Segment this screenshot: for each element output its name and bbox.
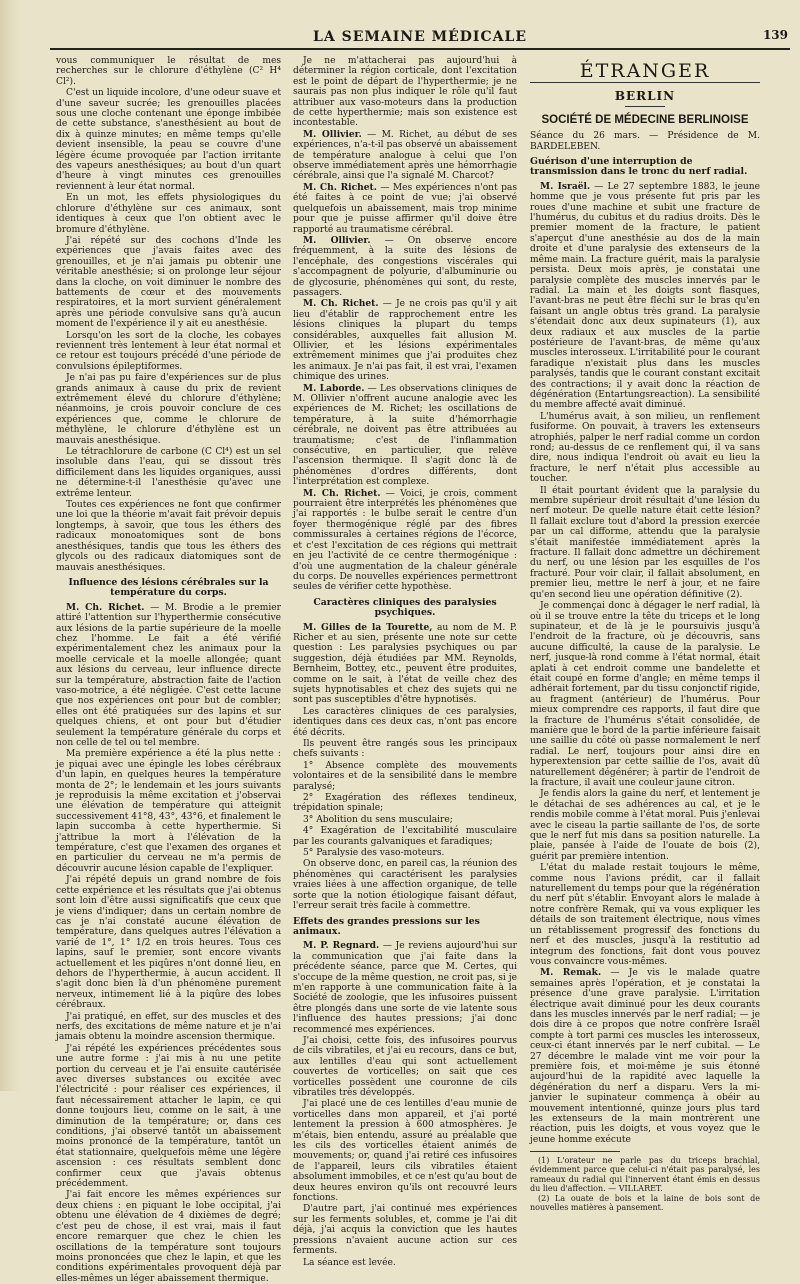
paragraph-text: — M. Richet, au début de ses expériences, n'a-t-il pas observé un abaissement de température analogue à celui que l'on observe immédiatement après une hémorrhagie cérébrale, ainsi que l'a signalé M. Charcot?	[293, 129, 517, 182]
paragraph: En un mot, les effets physiologiques du chlorure d'éthylène sur ces animaux, sont identiques à ceux que l'on obtient avec le bromure d'éthylène.	[56, 193, 281, 235]
paragraph: vous communiquer le résultat de mes recherches sur le chlorure d'éthylène (C² H⁴ Cl²).	[56, 56, 281, 87]
divider	[625, 106, 665, 107]
paragraph: La séance est levée.	[303, 1257, 396, 1268]
paragraph-text: — M. Brodie a le premier attiré l'attention sur l'hyperthermie consécutive aux lésions de la partie supérieure de la moelle chez l'homme. Le fait a été vérifié expérimentalement chez les animaux pour la moelle cervicale et la moelle allongée; quant aux lésions du cerveau, leur influence directe sur la température, abstraction faite de l'action vaso-motrice, a été négligée. C'est cette lacune que nos expériences ont pour but de combler; elles ont été pratiquées sur des lapins et sur quelques chiens, et ont pour but d'étudier seulement la température générale du corps et non celle de tel ou tel membre.	[56, 602, 281, 748]
journal-title: LA SEMAINE MÉDICALE	[313, 29, 527, 45]
footnote: (2) La ouate de bois et la laine de bois sont de nouvelles matières à pansement.	[530, 1194, 760, 1213]
list-item: 2° Exagération des réflexes tendineux, trépidation spinale;	[293, 793, 517, 814]
footnotes	[530, 1156, 760, 1212]
paragraph-text: — Je reviens aujourd'hui sur la communication que j'ai faite dans la précédente séance, parce que M. Certes, qui s'occupe de la même question, ne croit pas, si je m'en rapporte à une communication faite à la Société de zoologie, que les infusoires puissent être plongés dans une sorte de vie latente sous l'influence des hautes pressions; j'ai donc recommencé mes expériences.	[293, 941, 517, 1035]
footnote-divider	[530, 1151, 620, 1152]
speaker-name: M. Ch. Richet.	[303, 487, 381, 499]
paragraph: Les caractères cliniques de ces paralysies, identiques dans ces deux cas, n'ont pas encore été décrits.	[293, 706, 517, 738]
paragraph: Je ne m'attacherai pas aujourd'hui à déterminer la région corticale, dont l'excitation est le point de départ de l'hyperthermie; je ne saurais pas non plus indiquer le rôle qu'il faut attribuer aux vaso-moteurs dans la production de cette hyperthermie; mais son existence est incontestable.	[293, 56, 517, 129]
list-item: 4° Exagération de l'excitabilité musculaire par les courants galvaniques et faradiques;	[293, 826, 517, 847]
speaker-name: M. Remak.	[540, 967, 602, 979]
speaker-name: M. Ch. Richet.	[303, 298, 379, 310]
paragraph-text: — Voici, je crois, comment pourraient être interprétés les phénomènes que j'ai rapportés : le bulbe serait le centre d'un foyer thermogénique réglé par des fibres commissurales à certaines régions de l'écorce, et c'est l'excitation de ces régions qui mettrait en jeu l'activité de ce centre thermogénique : d'où une augmentation de la chaleur générale du corps. De nouvelles expériences permettront seules de vérifier cette hypothèse.	[293, 488, 517, 593]
speaker-name: M. Ollivier.	[303, 234, 371, 246]
speaker-name: M. Ch. Richet.	[66, 601, 145, 613]
paragraph: On observe donc, en pareil cas, la réunion des phénomènes qui caractérisent les paralysies vraies liées à une affection organique, de telle sorte que la notion étiologique faisant défaut, l'erreur serait très facile à commettre.	[293, 859, 517, 912]
paragraph: J'ai pratiqué, en effet, sur des muscles et des nerfs, des excitations de même nature et je n'ai jamais obtenu la moindre ascension thermique.	[56, 1011, 281, 1043]
paragraph: J'ai répété depuis un grand nombre de fois cette expérience et les résultats que j'ai obtenus sont loin d'être aussi significatifs que ceux que je viens d'indiquer; dans un certain nombre de cas je n'ai constaté aucune élévation de température, dans quelques autres l'élévation a varié de 1°, 1° 1/2 en trois heures. Tous ces lapins, sauf le premier, sont encore vivants actuellement et les piqûres n'ont donné lieu, en dehors de l'hyperthermie, à aucun accident. Il s'agit donc bien là d'un phénomène purement nerveux, intimement lié à la piqûre des lobes cérébraux.	[56, 875, 281, 1011]
paragraph	[293, 623, 517, 706]
paragraph: D'autre part, j'ai continué mes expériences sur les ferments solubles, et, comme je l'ai dit déjà, j'ai acquis la conviction que les hautes pressions n'avaient aucune action sur ces ferments.	[293, 1204, 517, 1257]
section-heading: Guérison d'une interruption de transmission dans le tronc du nerf radial.	[530, 156, 748, 178]
paragraph-text: — On observe encore fréquemment, à la suite des lésions de l'encéphale, des congestions viscérales qui s'accompagnent de polyurie, d'albuminurie ou de glycosurie, phénomènes qui sont, du reste, passagers.	[293, 235, 517, 298]
section-heading: Caractères cliniques des paralysies psychiques.	[313, 596, 497, 619]
paragraph: J'ai placé une de ces lentilles d'eau munie de vorticelles dans mon appareil, et j'ai porté lentement la pression à 600 atmosphères. Je m'étais, bien entendu, assuré au préalable que les cils des vorticelles étaient animés de mouvements; or, quand j'ai retiré ces infusoires de l'appareil, leurs cils vibratiles étaient absolument immobiles, et ce n'est qu'au bout de deux heures environ qu'ils ont recouvré leurs fonctions.	[293, 1099, 517, 1204]
paragraph: J'ai répété sur des cochons d'Inde les expériences que j'avais faites avec des grenouilles, et je n'ai jamais pu obtenir une véritable anesthésie; si on prolonge leur séjour dans la cloche, on voit diminuer le nombre des battements de cœur et des mouvements respiratoires, et la mort survient généralement après une période convulsive sans qu'à aucun moment de l'expérience il y ait eu anesthésie.	[56, 235, 281, 330]
paragraph	[293, 384, 517, 488]
column-1	[56, 56, 281, 1284]
paragraph-text: — Les observations cliniques de M. Ollivier n'offrent aucune analogie avec les expériences de M. Richet; les oscillations de température, à la suite d'hémorrhagie cérébrale, ne doivent pas être attribuées au traumatisme; c'est de l'inflammation consécutive, en particulier, que relève l'ascension thermique. Il s'agit donc là de phénomènes d'ordres différents, dont l'interprétation est complexe.	[293, 383, 517, 488]
paragraph-text: — Mes expériences n'ont pas été faites à ce point de vue; j'ai observé quelquefois un abaissement, mais trop minime pour que je puisse affirmer qu'il doive être rapporté au traumatisme cérébral.	[293, 182, 517, 235]
paragraph: Lorsqu'on les sort de la cloche, les cobayes reviennent très lentement à leur état normal et ce retour est toujours précédé d'une période de convulsions épileptiformes.	[56, 330, 281, 372]
speaker-name: M. Ch. Richet.	[303, 181, 377, 193]
speaker-name: M. Gilles de la Tourette,	[303, 621, 433, 633]
section-heading: Influence des lésions cérébrales sur la température du corps.	[68, 576, 269, 599]
paragraph: Je commençai donc à dégager le nerf radial, là où il se trouve entre la tête du triceps et le long supinateur, et de là je le poursuivis jusqu'à l'endroit de la fracture, où je découvris, sans aucune difficulté, la cause de la paralysie. Le nerf, jusque-là rond comme à l'état normal, était aplati à cet endroit comme une bandelette et était coupé en forme d'angle; en même temps il adhérait fortement, par du tissu conjonctif rigide, au fragment (antérieur) de l'humérus. Pour mieux comprendre ces rapports, il faut dire que la fracture de l'humérus s'était consolidée, de manière que le bord de la partie inférieure faisait une saillie du côté où passe normalement le nerf radial. Le nerf, toujours pour ainsi dire en hyperextension par cette saillie de l'os, avait dû naturellement dégénérer; à partir de l'endroit de la fracture, il avait une couleur jaune citron.	[530, 601, 760, 788]
divider	[530, 82, 760, 83]
paragraph	[293, 236, 517, 298]
session-line: Séance du 26 mars. — Présidence de M. BARDELEBEN.	[530, 131, 760, 152]
paragraph	[530, 968, 760, 1145]
paragraph-text: au nom de M. P. Richer et au sien, présente une note sur cette question : Les paralysies psychiques ou par suggestion, déjà étudiées par MM. Reynolds, Bernheim, Bottey, etc., peuvent être produites, comme on le sait, à l'état de veille chez des sujets hypnotisables et chez des sujets qui ne sont pas susceptibles d'être hypnotisés.	[293, 622, 517, 706]
paragraph: C'est un liquide incolore, d'une odeur suave et d'une saveur sucrée; les grenouilles placées sous une cloche contenant une éponge imbibée de cette substance, s'anesthésient au bout de dix à quinze minutes; en même temps qu'elle devient insensible, la peau se couvre d'une légère écume provoquée par l'action irritante des vapeurs anesthésiques; au bout d'un quart d'heure à vingt minutes ces grenouilles reviennent à leur état normal.	[56, 88, 281, 192]
page-header	[50, 26, 790, 50]
paragraph: Le tétrachlorure de carbone (C Cl⁴) est un sel insoluble dans l'eau, qui se dissout très difficilement dans les liquides organiques, aussi ne détermine-t-il l'anesthésie qu'avec une extrême lenteur.	[56, 447, 281, 499]
paragraph: Ma première expérience a été la plus nette : je piquai avec une épingle les lobes cérébraux d'un lapin, en quelques heures la température monta de 2°; le lendemain et les jours suivants je reproduisis la même excitation et j'observai une élévation de température qui atteignit successivement 41°8, 43°, 43°6, et finalement le lapin succomba à cette hyperthermie. Si j'attribue la mort à l'élévation de la température, c'est que l'examen des organes et en particulier du cerveau ne m'a permis de découvrir aucune lésion capable de l'expliquer.	[56, 749, 281, 874]
speaker-name: M. Laborde.	[303, 382, 365, 394]
paragraph	[293, 941, 517, 1035]
paragraph: L'humérus avait, à son milieu, un renflement fusiforme. On pouvait, à travers les extenseurs atrophiés, palper le nerf radial comme un cordon rond; au-dessus de ce renflement qui, il va sans dire, nous indiqua l'endroit où avait eu lieu la fracture, le nerf n'était plus accessible au toucher.	[530, 411, 760, 485]
paragraph-text: — Je vis le malade quatre semaines après l'opération, et je constatai la présence d'une grave paralysie. L'irritation électrique avait diminué pour les deux courants dans les muscles innervés par le nerf radial; — je dois dire à ce propos que notre confrère Israël compte à tort parmi ces muscles les interosseux, ceux-ci étant innervés par le nerf cubital. — Le 27 décembre le malade vint me voir pour la première fois, et moi-même je suis étonné aujourd'hui de la rapidité avec laquelle la dégénération du nerf a disparu. Vers la mi-janvier le supinateur commença à obéir au mouvement intentionné, quinze jours plus tard les extenseurs de la main montrèrent une réaction, puis les doigts, et vous voyez que le jeune homme exécute	[530, 968, 760, 1145]
paragraph: J'ai fait encore les mêmes expériences sur deux chiens : en piquant le lobe occipital, j'ai obtenu une élévation de 4 dixièmes de degré; c'est peu de chose, il est vrai, mais il faut encore remarquer que chez le chien les oscillations de la température sont toujours moins prononcées que chez le lapin, et que les conditions expérimentales provoquent déjà par elles-mêmes un léger abaissement thermique.	[56, 1190, 281, 1284]
paragraph	[530, 182, 760, 411]
column-2	[293, 56, 517, 1268]
section-title: ÉTRANGER	[579, 60, 711, 82]
paragraph	[293, 130, 517, 182]
column-3	[530, 56, 761, 1213]
speaker-name: M. Israël.	[540, 180, 591, 192]
scan-edge	[0, 0, 20, 1091]
society-heading: SOCIÉTÉ DE MÉDECINE BERLINOISE	[541, 113, 749, 126]
paragraph: J'ai choisi, cette fois, des infusoires pourvus de cils vibratiles, et j'ai eu recours, dans ce but, aux lentilles d'eau qui sont actuellement couvertes de vorticelles; on sait que ces vorticelles possèdent une couronne de cils vibratiles très développés.	[293, 1035, 517, 1098]
paragraph: Ils peuvent être rangés sous les principaux chefs suivants :	[293, 739, 517, 760]
paragraph	[293, 183, 517, 235]
section-heading: Effets des grandes pressions sur les animaux.	[293, 915, 480, 937]
paragraph-text: — Je ne crois pas qu'il y ait lieu d'établir de rapprochement entre les lésions cliniques la plupart du temps considérables, auxquelles fait allusion M. Ollivier, et les lésions expérimentales extrêmement minimes que j'ai produites chez les animaux. Je n'ai pas fait, il est vrai, l'examen chimique des urines.	[293, 299, 517, 383]
paragraph: Je fendis alors la gaine du nerf, et lentement je le détachai de ses adhérences au cal, et je le rendis mobile comme à l'état moral. Puis j'enlevai avec le ciseau la partie saillante de l'os, de sorte que le nerf fut mis dans sa position naturelle. La plaie, pansée à l'aide de l'ouate de bois (2), guérit par première intention.	[530, 789, 761, 862]
paragraph	[293, 299, 517, 382]
paragraph	[293, 489, 517, 593]
paragraph: Je n'ai pas pu faire d'expériences sur de plus grands animaux à cause du prix de revient extrêmement élevé du chlorure d'éthylène; néanmoins, je crois pouvoir conclure de ces expériences que, comme le chlorure de méthylène, le chlorure d'éthylène est un mauvais anesthésique.	[56, 373, 281, 446]
speaker-name: M. P. Regnard.	[303, 940, 380, 952]
paragraph: J'ai répété les expériences précédentes sous une autre forme : j'ai mis à nu une petite portion du cerveau et je l'ai ensuite cautérisée avec diverses substances ou excitée avec l'électricité : pour réaliser ces expériences, il faut nécessairement attacher le lapin, ce qui donne toujours lieu, comme on le sait, à une diminution de la température; or, dans ces conditions, j'ai observé tantôt un abaissement moins prononcé de la température, tantôt un état stationnaire, quelquefois même une légère ascension : ces résultats semblent donc confirmer ceux que j'avais obtenus précédemment.	[56, 1043, 281, 1190]
page-number: 139	[762, 28, 788, 42]
paragraph-text: — Le 27 septembre 1883, le jeune homme que je vous présente fut pris par les roues d'une machine et subit une fracture de l'humérus, du cubitus et du radius droits. Dès le premier moment de la fracture, le patient s'aperçut d'une anesthésie au dos de la main droite et d'une paralysie des extenseurs de la même main. La fracture guérit, mais la paralysie persista. Deux mois après, je constatai une paralysie complète des muscles innervés par le radial. La main et les doigts sont flasques, l'avant-bras ne peut être fléchi sur le bras qu'en faisant un angle obtus très grand. La paralysie s'étendait donc aux deux supinateurs (1), aux deux radiaux et aux muscles de la partie postérieure de l'avant-bras, de même qu'aux muscles interosseux. L'irritabilité pour le courant faradique n'existait plus dans les muscles paralysés, tandis que le courant constant excitait des contractions; il y avait donc la réaction de dégénération (Entartungsreaction). La sensibilité du membre affecté avait diminué.	[530, 181, 760, 411]
paragraph	[56, 603, 281, 749]
paragraph: Toutes ces expériences ne font que confirmer une loi que la théorie m'avait fait prévoir depuis longtemps, à savoir, que tous les éthers des radicaux monoatomiques sont de bons anesthésiques, tandis que tous les éthers des glycols ou des radicaux diatomiques sont de mauvais anesthésiques.	[56, 500, 281, 573]
list-item: 1° Absence complète des mouvements volontaires et de la sensibilité dans le membre paralysé;	[293, 760, 517, 792]
list-item: 3° Abolition du sens musculaire;	[303, 814, 453, 825]
speaker-name: M. Ollivier.	[303, 128, 362, 140]
list-item: 5° Paralysie des vaso-moteurs.	[303, 848, 445, 859]
footnote: (1) L'orateur ne parle pas du triceps brachial, évidemment parce que celui-ci n'était pas paralysé, les rameaux du radial qui l'innervent étant émis en dessus du lieu d'affection. — VILLARET.	[530, 1156, 760, 1193]
paragraph: Il était pourtant évident que la paralysie du membre supérieur droit résultait d'une lésion du nerf moteur. De quelle nature était cette lésion? Il fallait exclure tout d'abord la pression exercée par un cal difforme, attendu que la paralysie s'était manifestée immédiatement après la fracture. Il fallait donc admettre un déchirement du nerf, ou une lésion par les esquilles de l'os fracturé. Pour voir clair, il fallait absolument, en premier lieu, mettre le nerf à jour, et ne faire qu'en second lieu une opération définitive (2).	[530, 485, 760, 600]
paragraph: L'état du malade restait toujours le même, comme nous l'avions prédit, car il fallait naturellement du temps pour que la régénération du nerf pût s'établir. Envoyant alors le malade à notre confrère Remak, qui va vous expliquer les détails de son traitement électrique, nous vîmes un rétablissement progressif des fonctions du nerf et des muscles, jusqu'à la restitutio ad integrum des fonctions, fait dont vous pouvez vous convaincre vous-mêmes.	[530, 863, 760, 967]
city-heading: BERLIN	[614, 89, 676, 104]
